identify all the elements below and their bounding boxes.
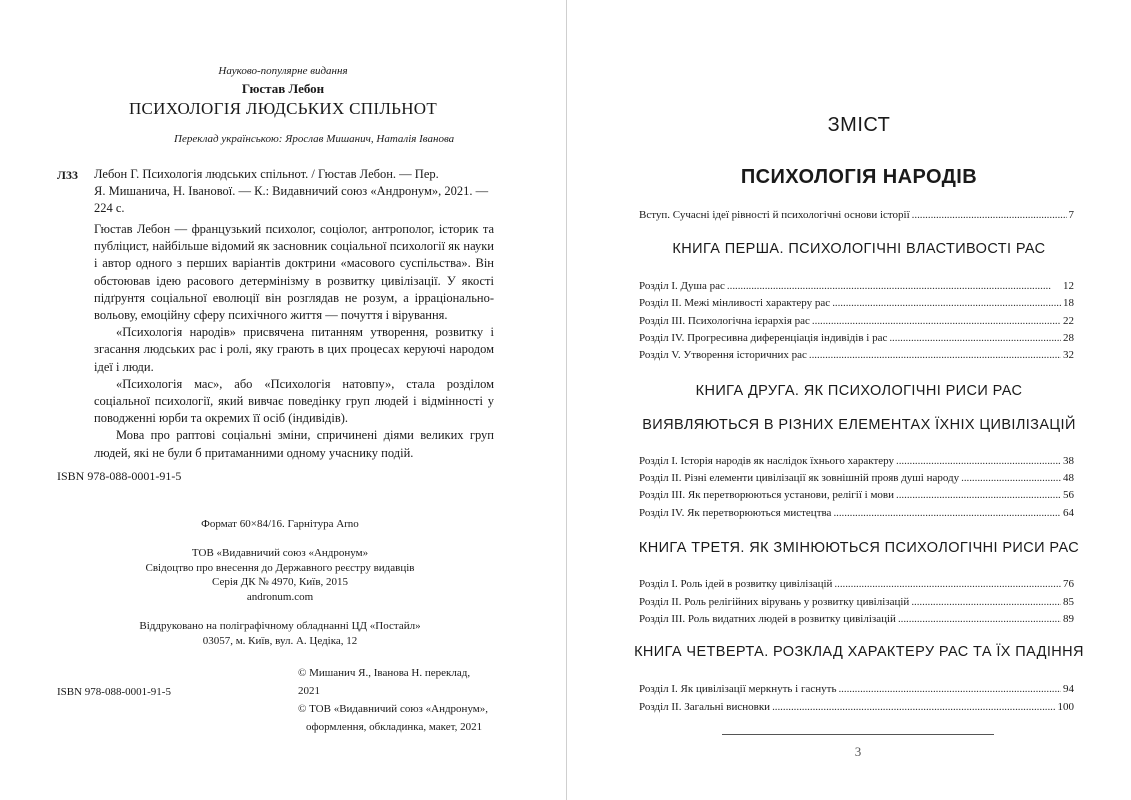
genre-label: Науково-популярне видання xyxy=(218,65,348,77)
toc-entry[interactable] xyxy=(639,613,1074,625)
leader-dots xyxy=(772,701,1055,713)
toc-entry-page: 18 xyxy=(1063,297,1074,309)
leader-dots xyxy=(911,596,1061,608)
isbn-small: ISBN 978-088-0001-91-5 xyxy=(57,686,171,698)
book-1-heading: КНИГА ПЕРША. ПСИХОЛОГІЧНІ ВЛАСТИВОСТІ РАС xyxy=(672,241,1046,257)
leader-dots xyxy=(896,455,1061,467)
toc-entry-page: 32 xyxy=(1063,349,1074,361)
toc-entry-title: Розділ І. Історія народів як наслідок їхнього характеру xyxy=(639,455,895,467)
toc-entry-title: Розділ І. Як цивілізації меркнуть і гаснуть xyxy=(639,683,837,695)
toc-entry[interactable] xyxy=(639,489,1074,501)
toc-heading: ЗМІСТ xyxy=(827,114,891,136)
book-2-heading-line-2: ВИЯВЛЯЮТЬСЯ В РІЗНИХ ЕЛЕМЕНТАХ ЇХНІХ ЦИВІЛІЗАЦІЙ xyxy=(642,417,1076,433)
toc-entry[interactable] xyxy=(639,349,1074,361)
toc-entry[interactable] xyxy=(639,683,1074,695)
toc-entry[interactable] xyxy=(639,596,1074,608)
copyright-line: © ТОВ «Видавничий союз «Андронум», xyxy=(298,703,489,715)
copyright-line: оформлення, обкладинка, макет, 2021 xyxy=(306,721,483,733)
annotation-paragraph: «Психологія народів» присвячена питанням утворення, розвитку і згасання людських рас і ролі, яку грають в цих процесах керуючі народом ідеї і люди. xyxy=(94,325,494,374)
leader-dots xyxy=(812,315,1061,327)
toc-entry[interactable] xyxy=(639,472,1074,484)
leader-dots xyxy=(809,349,1061,361)
isbn: ISBN 978-088-0001-91-5 xyxy=(57,469,182,483)
call-number: Л33 xyxy=(57,168,78,182)
printer-line: Віддруковано на поліграфічному обладнанні ЦД «Постайл» xyxy=(139,620,421,632)
toc-entry-title: Розділ ІІІ. Роль видатних людей в розвитку цивілізацій xyxy=(639,613,896,625)
toc-entry-page: 85 xyxy=(1063,596,1074,608)
toc-entry-page: 28 xyxy=(1063,332,1074,344)
toc-entry-page: 48 xyxy=(1063,472,1074,484)
toc-entry-title: Розділ IV. Прогресивна диференціація індивідів і рас xyxy=(639,332,888,344)
toc-entry[interactable] xyxy=(639,280,1074,292)
toc-entry-title: Вступ. Сучасні ідеї рівності й психологічні основи історії xyxy=(639,209,910,221)
toc-entry-title: Розділ ІІІ. Психологічна ієрархія рас xyxy=(639,315,810,327)
book-title: ПСИХОЛОГІЯ ЛЮДСЬКИХ СПІЛЬНОТ xyxy=(128,99,438,118)
leader-dots xyxy=(889,332,1061,344)
toc-entry-page: 64 xyxy=(1063,507,1074,519)
toc-entry-title: Розділ І. Душа рас xyxy=(639,280,725,292)
toc-entry-title: Розділ ІІ. Загальні висновки xyxy=(639,701,771,713)
annotation-paragraph: Гюстав Лебон — французький психолог, соціолог, антрополог, історик та публіцист, найбільше відомий як засновник соціальної психології як науки і автор одного з перших варіантів доктрини «масового суспільства». Він обстоював ідею расового детермінізму в розвитку цивілізації. У якості підґрунтя соціальної еволюції він розглядав не розум, а ірраціонально-вольову, емоційну сферу психічного життя — почуття і вірування. xyxy=(94,222,494,323)
leader-dots xyxy=(896,489,1061,501)
book-4-heading: КНИГА ЧЕТВЕРТА. РОЗКЛАД ХАРАКТЕРУ РАС ТА ЇХ ПАДІННЯ xyxy=(634,644,1084,660)
toc-entry-page: 100 xyxy=(1057,701,1074,713)
bibliographic-record xyxy=(94,166,534,218)
toc-entry[interactable] xyxy=(639,297,1074,309)
leader-dots xyxy=(898,613,1061,625)
toc-entry-title: Розділ ІІІ. Як перетворюються установи, релігії і мови xyxy=(639,489,895,501)
publisher-website: andronum.com xyxy=(246,590,314,603)
toc-entry-page: 7 xyxy=(1068,209,1074,221)
toc-entry-page: 22 xyxy=(1063,315,1074,327)
leader-dots xyxy=(912,209,1067,221)
annotation xyxy=(94,221,494,462)
book-2-heading-line-1: КНИГА ДРУГА. ЯК ПСИХОЛОГІЧНІ РИСИ РАС xyxy=(695,383,1023,399)
format-line: Формат 60×84/16. Гарнітура Arno xyxy=(201,518,359,530)
main-title: ПСИХОЛОГІЯ НАРОДІВ xyxy=(740,166,978,188)
toc-entry-page: 56 xyxy=(1063,489,1074,501)
toc-entry-page: 76 xyxy=(1063,578,1074,590)
toc-entry[interactable] xyxy=(639,578,1074,590)
toc-entry-title: Розділ IV. Як перетворюються мистецтва xyxy=(639,507,832,519)
toc-entry-page: 94 xyxy=(1063,683,1074,695)
publisher-line: Свідоцтво про внесення до Державного реєстру видавців xyxy=(145,561,415,574)
copyright-block xyxy=(298,664,488,736)
leader-dots xyxy=(838,683,1061,695)
toc-entry[interactable] xyxy=(639,332,1074,344)
biblio-line-1: Лебон Г. Психологія людських спільнот. / Гюстав Лебон. — Пер. xyxy=(94,167,439,181)
toc-entry-intro[interactable] xyxy=(639,209,1074,221)
toc-entry-page: 89 xyxy=(1063,613,1074,625)
publisher-info xyxy=(60,546,500,604)
leader-dots xyxy=(832,297,1061,309)
leader-dots xyxy=(834,578,1061,590)
leader-dots xyxy=(727,280,1061,292)
biblio-line-3: 224 с. xyxy=(94,201,125,216)
printer-line: 03057, м. Київ, вул. А. Цедіка, 12 xyxy=(202,634,358,647)
leader-dots xyxy=(961,472,1061,484)
toc-entry-title: Розділ V. Утворення історичних рас xyxy=(639,349,807,361)
author-name: Гюстав Лебон xyxy=(241,81,325,96)
book-3-heading: КНИГА ТРЕТЯ. ЯК ЗМІНЮЮТЬСЯ ПСИХОЛОГІЧНІ РИСИ РАС xyxy=(638,540,1080,556)
copyright-line: © Мишанич Я., Іванова Н. переклад, xyxy=(298,667,471,679)
publisher-line: Серія ДК № 4970, Київ, 2015 xyxy=(211,576,349,589)
toc-entry-title: Розділ І. Роль ідей в розвитку цивілізацій xyxy=(639,578,833,590)
toc-entry-title: Розділ ІІ. Різні елементи цивілізації як зовнішній прояв душі народу xyxy=(639,472,960,484)
toc-entry[interactable] xyxy=(639,455,1074,467)
annotation-paragraph: «Психологія мас», або «Психологія натовпу», стала розділом соціальної психології, який вивчає поведінку груп людей і відмінності у поводженні юрби та окремих її осіб (індивідів). xyxy=(94,376,494,426)
page-number: 3 xyxy=(854,744,862,759)
toc-entry-page: 38 xyxy=(1063,455,1074,467)
contents-page xyxy=(567,0,1131,800)
toc-entry-title: Розділ ІІ. Роль релігійних вірувань у розвитку цивілізацій xyxy=(639,596,910,608)
biblio-line-2: Я. Мишанича, Н. Іванової. — К.: Видавничий союз «Андронум», 2021. — xyxy=(94,184,489,199)
publisher-line: ТОВ «Видавничий союз «Андронум» xyxy=(191,547,369,559)
footer-rule xyxy=(722,734,994,735)
toc-entry-page: 12 xyxy=(1063,280,1074,292)
toc-entry-title: Розділ ІІ. Межі мінливості характеру рас xyxy=(639,297,831,309)
leader-dots xyxy=(833,507,1061,519)
copyright-line: 2021 xyxy=(298,685,320,697)
annotation-paragraph: Мова про раптові соціальні зміни, спричинені діями великих груп людей, які не були б притаманними одному учаснику подій. xyxy=(94,428,494,460)
toc-entry[interactable] xyxy=(639,315,1074,327)
toc-entry[interactable] xyxy=(639,507,1074,519)
translation-credit: Переклад українською: Ярослав Мишанич, Наталія Іванова xyxy=(174,133,455,145)
toc-entry[interactable] xyxy=(639,701,1074,713)
printer-info xyxy=(60,619,500,648)
